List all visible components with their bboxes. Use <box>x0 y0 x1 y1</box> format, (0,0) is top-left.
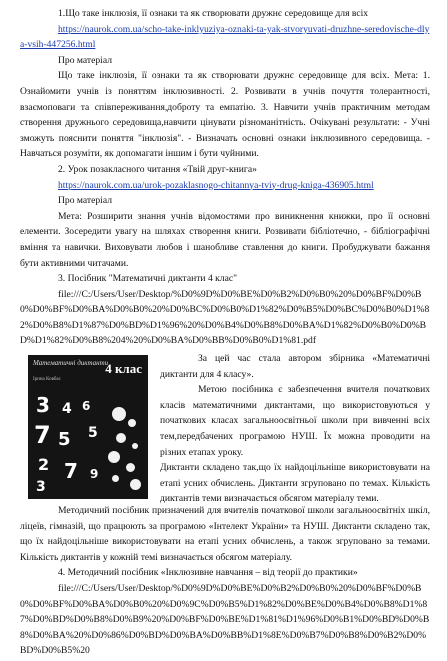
cover-grade: 4 клас <box>105 361 142 377</box>
item-2-link[interactable]: https://naurok.com.ua/urok-pozaklasnogo-chitannya-tviy-drug-kniga-436905.html <box>58 179 374 191</box>
book-text-1: За цей час стала автором збірника «Математичні диктанти для 4 класу». <box>160 353 430 380</box>
cover-digit: 3 <box>36 479 46 496</box>
item-4-file-path[interactable]: file:///C:/Users/User/Desktop/%D0%9D%D0%BE%D0%B2%D0%B0%20%D0%BF%D0%B0%D0%BF%D0%BA%D0%B0%20%D0%9C%D0%B5%D1%82%D0%BE%D0%B4%D0%B8%D1%87%D0%BD%D0%B8%D0%B9%20%D0%BF%D0%BE%D1%81%D1%96%D0%B1%D0%BD%D0%B8%D0%BA%20%D0%86%D0%BD%D0%BA%D0%BB%D1%8E%D0%B7%D0%B8%D0%B2%D0%BD%D0%B5%20 <box>20 583 430 657</box>
cover-decor-dot <box>128 419 136 427</box>
item-1-title: 1.Що таке інклюзія, її ознаки та як створювати дружнє середовище для всіх <box>58 8 369 19</box>
item-1-about: Про матеріал <box>58 54 112 66</box>
book-description <box>160 351 430 507</box>
cover-digit: 2 <box>38 455 50 475</box>
cover-digit: 9 <box>90 467 99 482</box>
item-3-file-path[interactable]: file:///C:/Users/User/Desktop/%D0%9D%D0%BE%D0%B2%D0%B0%20%D0%BF%D0%B0%D0%BF%D0%BA%D0%B0%20%D0%BC%D0%B0%D1%82%D0%B5%D0%BC%D0%B0%D1%82%D0%B8%D1%87%D0%BD%D1%96%20%D0%B4%D0%B8%D0%BA%D1%82%D0%B0%D0%BD%D1%82%D0%B8%204%20%D0%BA%D0%BB%D0%B0%D1%81.pdf <box>20 288 430 347</box>
cover-title: Математичні диктанти <box>33 359 109 368</box>
cover-digit: 3 <box>36 393 50 418</box>
cover-digit: 5 <box>88 425 98 442</box>
cover-digit: 4 <box>62 401 72 418</box>
cover-digit: 5 <box>58 429 71 451</box>
book-cover-image <box>28 355 148 499</box>
item-2-title: 2. Урок позакласного читання «Твій друг-книга» <box>58 163 257 175</box>
cover-decor-dot <box>132 443 138 449</box>
item-1-link[interactable]: https://naurok.com.ua/scho-take-inklyuziya-oznaki-ta-yak-stvoryuvati-druzhne-seredovische-dlya-vsih-447256.html <box>20 23 430 51</box>
book-text-2: Метою посібника є забезпечення вчителя початкових класів математичними диктантами, що використовуються у початкових класах загальноосвітньої школи при вивченні всіх тем,передбачених програмою НУШ. Їх можна проводити на різних етапах уроку. <box>160 384 430 458</box>
cover-decor-dot <box>108 451 120 463</box>
book-section <box>20 351 430 503</box>
cover-decor-dot <box>112 475 119 482</box>
item-1-description: Що таке інклюзія, її ознаки та як створювати дружнє середовище для всіх. Мета: 1. Ознайомити учнів із поняттям інклюзивності. 2. Розвивати в учнів почуття толерантності, взаємоповаги та співпереживання,доброту та емпатію. 3. Навчити учнів практичним методам створення дружнього середовища,навчити цінувати різноманітність. Очікувані результати: - Учні зможуть пояснити поняття "інклюзія". - Визначать основні ознаки інклюзивного середовища. - Навчаться розуміти, як допомагати іншим і бути чуйними. <box>20 70 430 160</box>
cover-digit: 6 <box>82 399 91 414</box>
item-3-description: Методичний посібник призначений для вчителів початкової школи загальноосвітніх шкіл, ліцеїв, гімназій, що працюють за програмою «Інтелект України» та НУШ. Диктанти складено так, що їх найдоцільніше використовувати на етапі усних обчислень, а також згруповано за темами. Кількість диктантів у кожній темі визначається обсягом матеріалу. <box>20 505 430 563</box>
item-2-about: Про матеріал <box>58 195 112 207</box>
cover-author: Ірина Ковбас <box>33 377 61 383</box>
cover-decor-dot <box>130 479 141 490</box>
book-text-3: Диктанти складено так,що їх найдоцільніше використовувати на етапі усних обчислень. Диктанти згруповано по темах. Кількість диктантів теми визначається обсягом матеріалу теми. <box>160 462 430 505</box>
item-2-description: Мета: Розширити знання учнів відомостями про виникнення книжки, про її основні елементи. Зосередити увагу на шляхах створення книги. Розвивати бібліотечно, - бібліографічні вміння та навички. Виховувати любов і шанобливе ставлення до книги. Пробуджувати бажання бути активними читачами. <box>20 210 430 269</box>
cover-decor-dot <box>116 433 126 443</box>
item-4-title: 4. Методичний посібник «Інклюзивне навчання – від теорії до практики» <box>58 567 358 579</box>
cover-digit: 7 <box>64 459 78 484</box>
document-body <box>20 6 430 659</box>
item-3-title: 3. Посібник "Математичні диктанти 4 клас" <box>58 273 238 285</box>
cover-digit: 7 <box>34 421 51 450</box>
cover-decor-dot <box>112 407 126 421</box>
cover-decor-dot <box>126 463 135 472</box>
